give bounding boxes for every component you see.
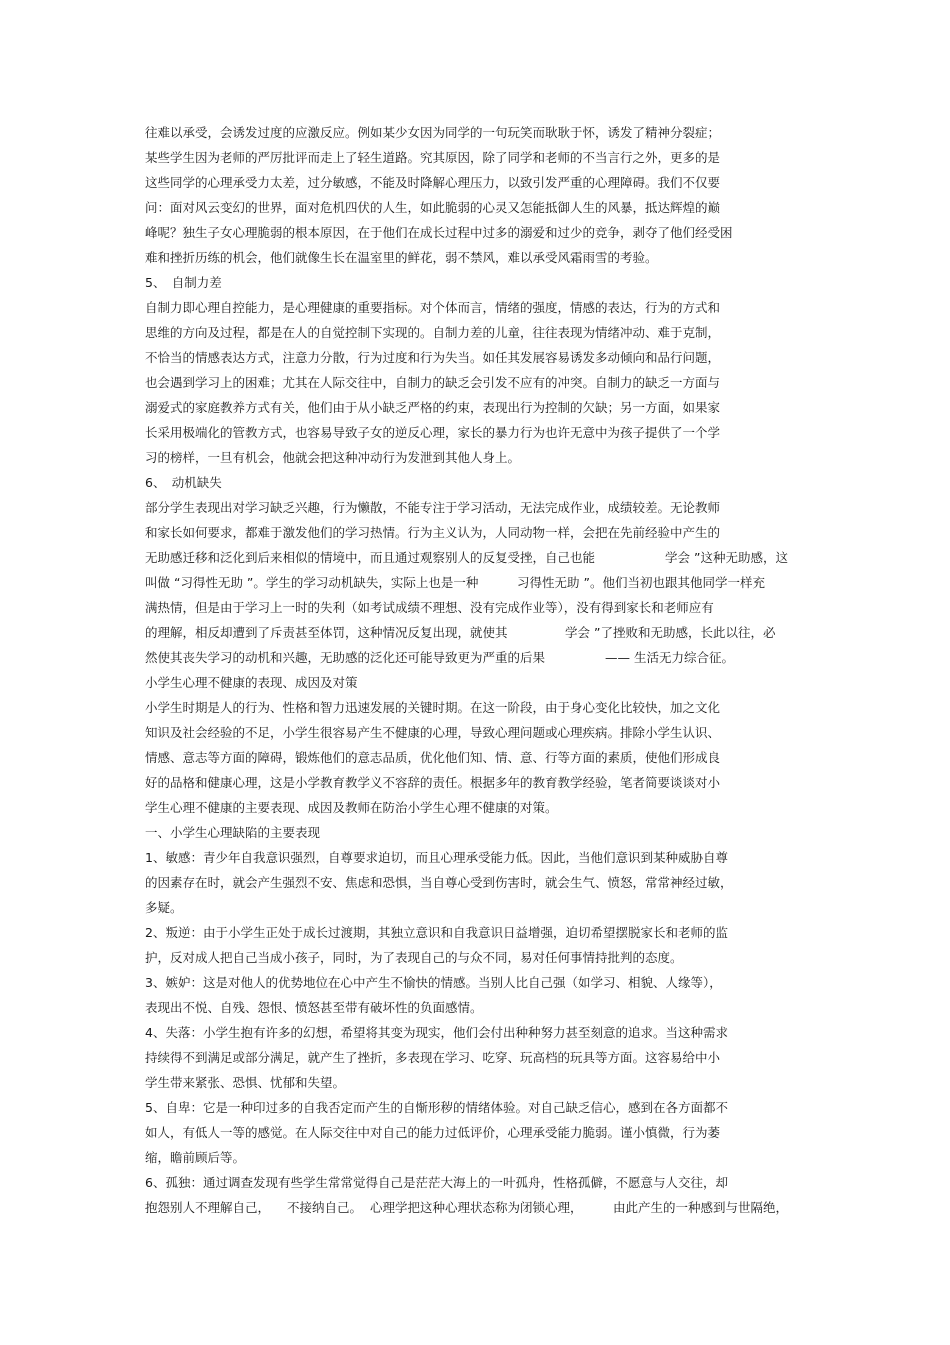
text-segment: 抱怨别人不理解自己， (145, 1200, 271, 1215)
text-line: 学生心理不健康的主要表现、成因及教师在防治小学生心理不健康的对策。 (145, 800, 558, 815)
text-line: 小学生时期是人的行为、性格和智力迅速发展的关键时期。在这一阶段，由于身心变化比较快，加之文化 (145, 700, 721, 715)
text-line: 1、敏感：青少年自我意识强烈，自尊要求迫切，而且心理承受能力低。因此，当他们意识到某种威胁自尊 (145, 850, 728, 865)
text-segment: 习得性无助 ”。他们当初也跟其他同学一样充 (517, 575, 765, 590)
text-line: 好的品格和健康心理，这是小学教育教学义不容辞的责任。根据多年的教育教学经验，笔者简要谈谈对小 (145, 775, 721, 790)
text-segment: 学会 ”这种无助感，这 (665, 550, 788, 565)
text-line: 溺爱式的家庭教养方式有关，他们由于从小缺乏严格的约束，表现出行为控制的欠缺；另一方面，如果家 (145, 400, 721, 415)
text-line: 持续得不到满足或部分满足，就产生了挫折，多表现在学习、吃穿、玩高档的玩具等方面。这容易给中小 (145, 1050, 721, 1065)
text-segment: 叫做 “习得性无助 ”。学生的学习动机缺失，实际上也是一种 (145, 575, 479, 590)
text-segment: 心理学把这种心理状态称为闭锁心理， (370, 1200, 583, 1215)
text-segment: 无助感迁移和泛化到后来相似的情境中，而且通过观察别人的反复受挫，自己也能 (145, 550, 596, 565)
text-line: 缩，瞻前顾后等。 (145, 1150, 246, 1165)
text-line: 难和挫折历练的机会，他们就像生长在温室里的鲜花，弱不禁风，难以承受风霜雨雪的考验。 (145, 250, 658, 265)
text-line: 思维的方向及过程，都是在人的自觉控制下实现的。自制力差的儿童，往往表现为情绪冲动、难于克制， (145, 325, 721, 340)
text-line: 2、叛逆：由于小学生正处于成长过渡期，其独立意识和自我意识日益增强，迫切希望摆脱家长和老师的监 (145, 925, 728, 940)
text-line: 满热情，但是由于学习上一时的失利（如考试成绩不理想、没有完成作业等），没有得到家长和老师应有 (145, 600, 714, 615)
text-line: 这些同学的心理承受力太差，过分敏感，不能及时降解心理压力，以致引发严重的心理障碍。我们不仅要 (145, 175, 721, 190)
text-segment: 由此产生的一种感到与世隔绝， (613, 1200, 789, 1215)
text-line: 部分学生表现出对学习缺乏兴趣，行为懒散，不能专注于学习活动，无法完成作业，成绩较差。无论教师 (145, 500, 721, 515)
text-segment: 不接纳自己。 (287, 1200, 363, 1215)
text-line: 护，反对成人把自己当成小孩子，同时，为了表现自己的与众不同，易对任何事情持批判的态度。 (145, 950, 683, 965)
text-line: 习的榜样，一旦有机会，他就会把这种冲动行为发泄到其他人身上。 (145, 450, 521, 465)
text-line: 知识及社会经验的不足，小学生很容易产生不健康的心理，导致心理问题或心理疾病。排除小学生认识、 (145, 725, 721, 740)
text-line: 5、自卑：它是一种印过多的自我否定而产生的自惭形秽的情绪体验。对自己缺乏信心，感到在各方面都不 (145, 1100, 728, 1115)
text-line: 某些学生因为老师的严厉批评而走上了轻生道路。究其原因，除了同学和老师的不当言行之外，更多的是 (145, 150, 721, 165)
text-segment: 然使其丧失学习的动机和兴趣，无助感的泛化还可能导致更为严重的后果 (145, 650, 546, 665)
section-heading: 5、 自制力差 (145, 275, 222, 290)
text-line: 峰呢？独生子女心理脆弱的根本原因，在于他们在成长过程中过多的溺爱和过少的竞争，剥夺了他们经受困 (145, 225, 733, 240)
text-segment: 学会 ”了挫败和无助感，长此以往，必 (565, 625, 776, 640)
text-line: 的因素存在时，就会产生强烈不安、焦虑和恐惧，当自尊心受到伤害时，就会生气、愤怒，常常神经过敏， (145, 875, 733, 890)
document-title: 小学生心理不健康的表现、成因及对策 (145, 675, 358, 690)
section-heading: 一、小学生心理缺陷的主要表现 (145, 825, 321, 840)
text-line: 不恰当的情感表达方式，注意力分散，行为过度和行为失当。如任其发展容易诱发多动倾向和品行问题， (145, 350, 721, 365)
section-heading: 6、 动机缺失 (145, 475, 222, 490)
text-line: 多疑。 (145, 900, 183, 915)
text-line: 表现出不悦、自残、怨恨、愤怒甚至带有破坏性的负面感情。 (145, 1000, 483, 1015)
text-line: 如人，有低人一等的感觉。在人际交往中对自己的能力过低评价，心理承受能力脆弱。谨小慎微，行为萎 (145, 1125, 721, 1140)
text-segment: 的理解，相反却遭到了斥责甚至体罚，这种情况反复出现，就使其 (145, 625, 508, 640)
text-line: 3、嫉妒：这是对他人的优势地位在心中产生不愉快的情感。当别人比自己强（如学习、相貌、人缘等）， (145, 975, 722, 990)
text-line: 问：面对风云变幻的世界，面对危机四伏的人生，如此脆弱的心灵又怎能抵御人生的风暴，抵达辉煌的巅 (145, 200, 721, 215)
text-line: 自制力即心理自控能力，是心理健康的重要指标。对个体而言，情绪的强度，情感的表达，行为的方式和 (145, 300, 721, 315)
text-line: 往难以承受，会诱发过度的应激反应。例如某少女因为同学的一句玩笑而耿耿于怀，诱发了精神分裂症； (145, 125, 721, 140)
text-line: 长采用极端化的管教方式，也容易导致子女的逆反心理，家长的暴力行为也许无意中为孩子提供了一个学 (145, 425, 721, 440)
text-line: 学生带来紧张、恐惧、忧郁和失望。 (145, 1075, 346, 1090)
text-line: 情感、意志等方面的障碍，锻炼他们的意志品质，优化他们知、情、意、行等方面的素质，使他们形成良 (145, 750, 721, 765)
text-segment: —— 生活无力综合征。 (605, 650, 734, 665)
text-line: 也会遇到学习上的困难；尤其在人际交往中，自制力的缺乏会引发不应有的冲突。自制力的缺乏一方面与 (145, 375, 721, 390)
text-line: 和家长如何要求，都难于激发他们的学习热情。行为主义认为，人同动物一样，会把在先前经验中产生的 (145, 525, 721, 540)
text-line: 6、孤独：通过调查发现有些学生常常觉得自己是茫茫大海上的一叶孤舟，性格孤僻，不愿意与人交往，却 (145, 1175, 728, 1190)
text-line: 4、失落：小学生抱有许多的幻想，希望将其变为现实，他们会付出种种努力甚至刻意的追求。当这种需求 (145, 1025, 728, 1040)
